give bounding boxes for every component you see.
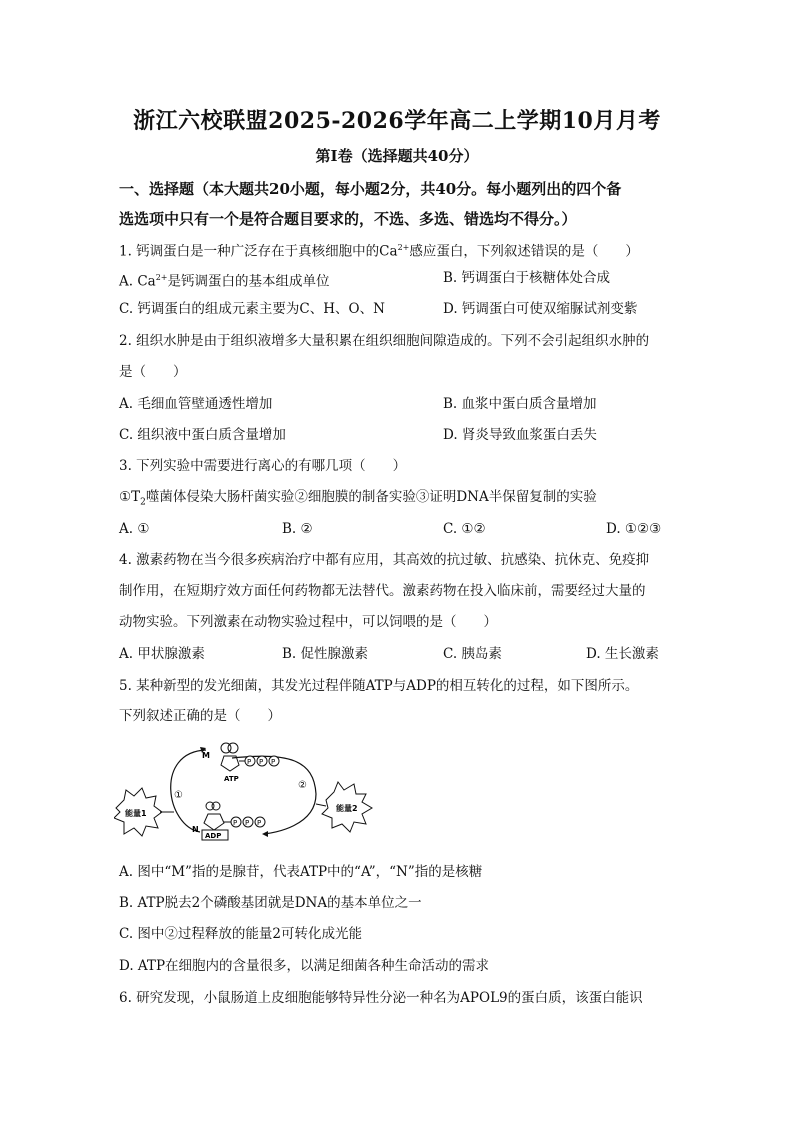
- q2-option-a: A. 毛细血管壁通透性增加: [119, 396, 273, 412]
- adp-adenine-ring-2: [212, 802, 220, 810]
- q4-stem-line1: 4. 激素药物在当今很多疾病治疗中都有应用，其高效的抗过敏、抗感染、抗休克、免疫抑: [119, 552, 650, 568]
- q5-option-c: C. 图中②过程释放的能量2可转化成光能: [119, 926, 363, 942]
- q3-option-d: D. ①②③: [606, 521, 662, 537]
- q1-stem: [119, 238, 639, 262]
- exam-subtitle: 第Ⅰ卷（选择题共40分）: [315, 147, 479, 165]
- section-heading-line2: 选选项中只有一个是符合题目要求的，不选、多选、错选均不得分。）: [119, 210, 577, 228]
- q1-option-a-superscript: 2+: [155, 273, 168, 282]
- energy2-connector: [316, 804, 326, 806]
- q3-option-a: A. ①: [119, 521, 150, 537]
- q2-option-b: B. 血浆中蛋白质含量增加: [443, 396, 597, 412]
- q1-option-d: D. 钙调蛋白可使双缩脲试剂变紫: [443, 301, 638, 317]
- arrow-head-bottom: [262, 831, 268, 837]
- q5-option-b: B. ATP脱去2个磷酸基团就是DNA的基本单位之一: [119, 895, 422, 911]
- q1-stem-part1: 1. 钙调蛋白是一种广泛存在于真核细胞中的Ca: [119, 243, 398, 260]
- q3-option-b: B. ②: [282, 521, 313, 537]
- adp-ribose: [204, 814, 224, 830]
- q3-items-part2: 噬菌体侵染大肠杆菌实验②细胞膜的制备实验③证明DNA半保留复制的实验: [145, 489, 597, 505]
- atp-p1-label: P: [247, 758, 252, 766]
- adp-p1-label: P: [233, 819, 238, 827]
- atp-ribose: [221, 756, 239, 771]
- q2-stem-line1: 2. 组织水肿是由于组织液增多大量积累在组织细胞间隙造成的。下列不会引起组织水肿的: [119, 333, 650, 349]
- adp-p2-label: P: [245, 819, 250, 827]
- q2-option-d: D. 肾炎导致血浆蛋白丢失: [443, 427, 597, 443]
- q2-option-c: C. 组织液中蛋白质含量增加: [119, 427, 286, 443]
- step-2-label: ②: [298, 780, 307, 791]
- q1-option-a: [119, 268, 330, 292]
- q3-option-c: C. ①②: [443, 521, 486, 537]
- q4-option-a: A. 甲状腺激素: [119, 646, 205, 662]
- atp-adenine-ring-2: [228, 743, 238, 753]
- q6-stem-line1: 6. 研究发现，小鼠肠道上皮细胞能够特异性分泌一种名为APOL9的蛋白质，该蛋白能识: [119, 990, 643, 1006]
- label-adp: ADP: [205, 832, 222, 840]
- q1-stem-part2: 感应蛋白，下列叙述错误的是（ ）: [409, 243, 639, 260]
- label-energy2: 能量2: [336, 804, 358, 813]
- q3-items-subscript: 2: [140, 497, 146, 508]
- label-atp: ATP: [224, 775, 239, 783]
- q1-option-b: B. 钙调蛋白于核糖体处合成: [443, 270, 611, 286]
- q5-stem-line1: 5. 某种新型的发光细菌，其发光过程伴随ATP与ADP的相互转化的过程，如下图所示。: [119, 678, 639, 694]
- q1-stem-superscript: 2+: [397, 243, 410, 252]
- q4-option-b: B. 促性腺激素: [282, 646, 369, 662]
- atp-adp-cycle-diagram: [114, 738, 374, 848]
- q1-option-a-part1: A. Ca: [119, 273, 156, 290]
- adp-p3-label: P: [257, 819, 262, 827]
- atp-p3-label: P: [271, 758, 276, 766]
- q5-option-a: A. 图中“M”指的是腺苷，代表ATP中的“A”，“N”指的是核糖: [119, 864, 483, 880]
- label-n: N: [192, 825, 199, 834]
- exam-title: 浙江六校联盟2025-2026学年高二上学期10月月考: [133, 108, 661, 134]
- q3-items-part1: ①T: [119, 489, 141, 505]
- atp-p2-label: P: [259, 758, 264, 766]
- label-m: M: [202, 751, 210, 760]
- q3-items: [119, 487, 597, 513]
- label-energy1: 能量1: [125, 809, 147, 818]
- q3-stem: 3. 下列实验中需要进行离心的有哪几项（ ）: [119, 458, 407, 474]
- q4-stem-line2: 制作用，在短期疗效方面任何药物都无法替代。激素药物在投入临床前，需要经过大量的: [119, 583, 646, 599]
- q2-stem-line2: 是（ ）: [119, 364, 187, 380]
- q4-stem-line3: 动物实验。下列激素在动物实验过程中，可以饲喂的是（ ）: [119, 614, 497, 630]
- step-1-label: ①: [174, 790, 183, 801]
- q4-option-d: D. 生长激素: [586, 646, 659, 662]
- q1-option-c: C. 钙调蛋白的组成元素主要为C、H、O、N: [119, 301, 385, 317]
- q5-stem-line2: 下列叙述正确的是（ ）: [119, 708, 281, 724]
- section-heading-line1: 一、选择题（本大题共20小题，每小题2分，共40分。每小题列出的四个备: [119, 180, 622, 198]
- q5-option-d: D. ATP在细胞内的含量很多，以满足细菌各种生命活动的需求: [119, 958, 490, 974]
- q1-option-a-part2: 是钙调蛋白的基本组成单位: [167, 273, 330, 290]
- q4-option-c: C. 胰岛素: [443, 646, 502, 662]
